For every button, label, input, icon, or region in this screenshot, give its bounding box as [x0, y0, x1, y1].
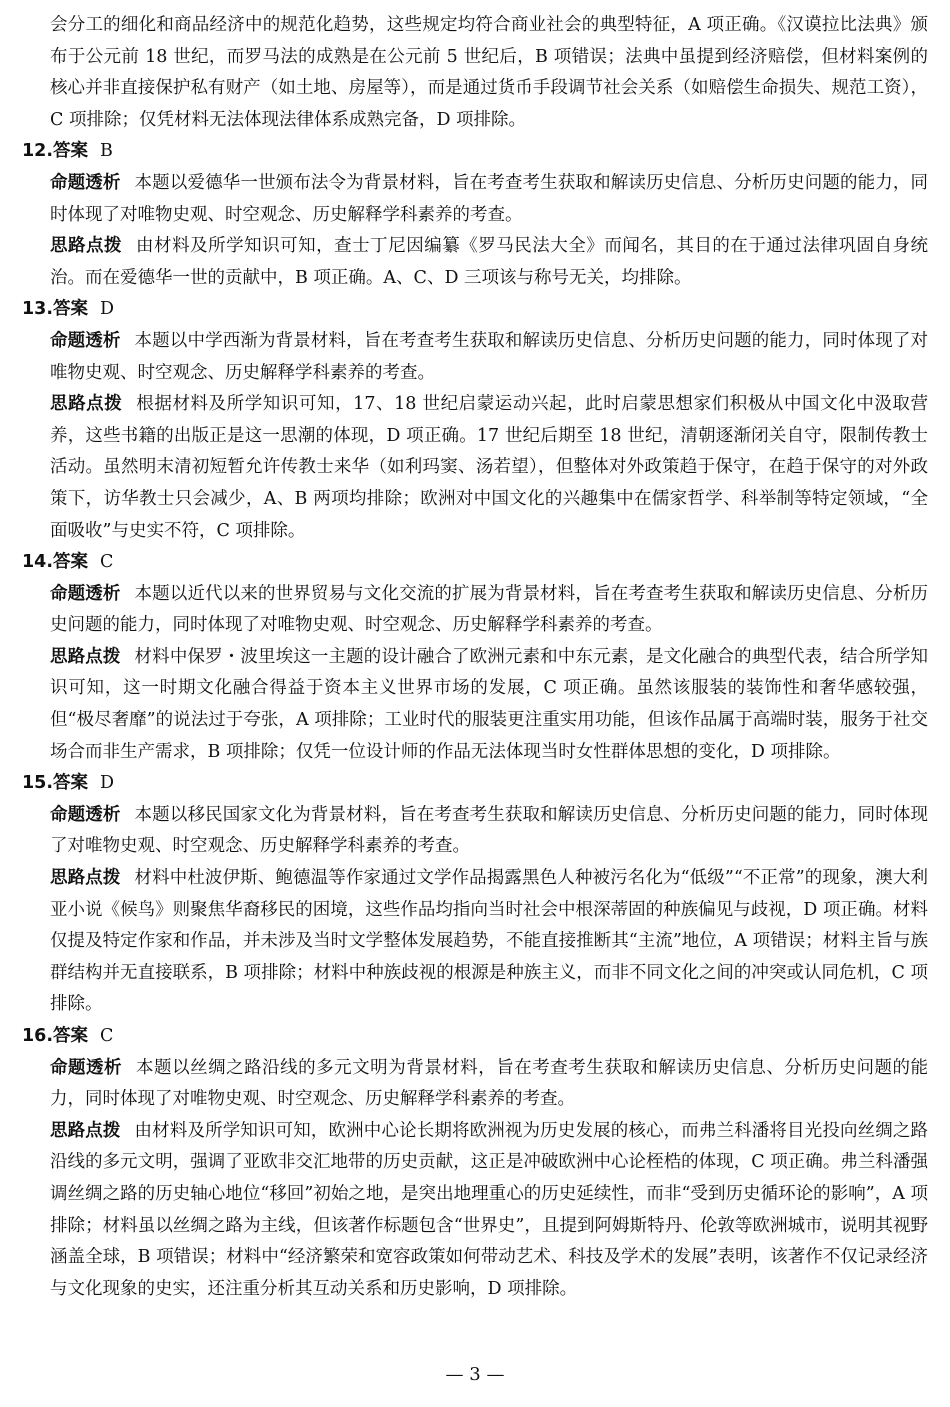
reasoning-label: 思路点拨 [50, 646, 121, 667]
reasoning-label: 思路点拨 [50, 394, 123, 415]
question-header [22, 768, 928, 800]
continued-paragraph: 会分工的细化和商品经济中的规范化趋势，这些规定均符合商业社会的典型特征，A 项正确。《汉谟拉比法典》颁布于公元前 18 世纪，而罗马法的成熟是在公元前 5 世纪后，B 项错误；法典中虽提到经济赔偿，但材料案例的核心并非直接保护私有财产（如土地、房屋等），而是通过货币手段调节社会关系（如赔偿生命损失、规范工资），C 项排除；仅凭材料无法体现法律体系成熟完备，D 项排除。 [50, 15, 928, 130]
reasoning-text: 由材料及所学知识可知，查士丁尼因编纂《罗马民法大全》而闻名，其目的在于通过法律巩固自身统治。而在爱德华一世的贡献中，B 项正确。A、C、D 三项该与称号无关，均排除。 [50, 236, 929, 288]
reasoning-paragraph [50, 389, 928, 547]
answer-value: B [100, 141, 113, 162]
question-number: 15. [22, 773, 54, 794]
question-header [22, 547, 928, 579]
question-number: 12. [22, 141, 54, 162]
analysis-paragraph [50, 800, 928, 863]
analysis-text: 本题以近代以来的世界贸易与文化交流的扩展为背景材料，旨在考查考生获取和解读历史信息、分析历史问题的能力，同时体现了对唯物史观、时空观念、历史解释学科素养的考查。 [50, 583, 929, 636]
page-number: — 3 — [445, 1364, 505, 1385]
question-number: 16. [22, 1026, 54, 1046]
question-number: 13. [22, 299, 54, 320]
reasoning-label: 思路点拨 [50, 1120, 121, 1141]
analysis-paragraph [50, 168, 928, 231]
question-block-13 [22, 294, 929, 547]
answer-label: 答案 [53, 141, 89, 162]
analysis-paragraph [50, 326, 928, 389]
analysis-text: 本题以丝绸之路沿线的多元文明为背景材料，旨在考查考生获取和解读历史信息、分析历史问题的能力，同时体现了对唯物史观、时空观念、历史解释学科素养的考查。 [50, 1057, 929, 1110]
reasoning-label: 思路点拨 [50, 868, 121, 889]
answer-value: C [100, 552, 114, 573]
analysis-label: 命题透析 [50, 330, 121, 351]
analysis-label: 命题透析 [50, 172, 121, 193]
reasoning-label: 思路点拨 [50, 236, 123, 257]
analysis-label: 命题透析 [50, 804, 121, 825]
answer-label: 答案 [53, 299, 89, 320]
question-header [22, 136, 928, 168]
question-block-14 [22, 547, 929, 768]
answer-value: D [100, 773, 115, 794]
reasoning-paragraph [50, 863, 928, 1021]
analysis-paragraph [50, 1053, 928, 1116]
question-block-15 [22, 768, 929, 1021]
answer-label: 答案 [53, 552, 89, 573]
answer-value: D [100, 299, 115, 320]
answer-label: 答案 [53, 1026, 89, 1046]
question-block-16 [22, 1021, 929, 1305]
question-header [22, 294, 928, 326]
reasoning-text: 根据材料及所学知识可知，17、18 世纪启蒙运动兴起，此时启蒙思想家们积极从中国文化中汲取营养，这些书籍的出版正是这一思潮的体现，D 项正确。17 世纪后期至 18 世纪，清朝逐渐闭关自守，限制传教士活动。虽然明末清初短暂允许传教士来华（如利玛窦、汤若望），但整体对外政策趋于保守，在趋于保守的对外政策下，访华教士只会减少，A、B 两项均排除；欧洲对中国文化的兴趣集中在儒家哲学、科举制等特定领域，“全面吸收”与史实不符，C 项排除。 [50, 394, 928, 541]
answer-value: C [100, 1026, 114, 1046]
reasoning-text: 由材料及所学知识可知，欧洲中心论长期将欧洲视为历史发展的核心，而弗兰科潘将目光投向丝绸之路沿线的多元文明，强调了亚欧非交汇地带的历史贡献，这正是冲破欧洲中心论桎梏的体现，C 项正确。弗兰科潘强调丝绸之路的历史轴心地位“移回”初始之地，是突出地理重心的历史延续性，而非“受到历史循环论的影响”，A 项排除；材料虽以丝绸之路为主线，但该著作标题包含“世界史”，且提到阿姆斯特丹、伦敦等欧洲城市，说明其视野涵盖全球，B 项错误；材料中“经济繁荣和宽容政策如何带动艺术、科技及学术的发展”表明，该著作不仅记录经济与文化现象的史实，还注重分析其互动关系和历史影响，D 项排除。 [50, 1120, 929, 1299]
analysis-label: 命题透析 [50, 1057, 123, 1078]
answer-label: 答案 [53, 773, 89, 794]
analysis-text: 本题以移民国家文化为背景材料，旨在考查考生获取和解读历史信息、分析历史问题的能力，同时体现了对唯物史观、时空观念、历史解释学科素养的考查。 [50, 804, 929, 857]
analysis-text: 本题以爱德华一世颁布法令为背景材料，旨在考查考生获取和解读历史信息、分析历史问题的能力，同时体现了对唯物史观、时空观念、历史解释学科素养的考查。 [50, 172, 929, 225]
analysis-label: 命题透析 [50, 583, 121, 604]
reasoning-text: 材料中保罗・波里埃这一主题的设计融合了欧洲元素和中东元素，是文化融合的典型代表，结合所学知识可知，这一时期文化融合得益于资本主义世界市场的发展，C 项正确。虽然该服装的装饰性和奢华感较强，但“极尽奢靡”的说法过于夸张，A 项排除；工业时代的服装更注重实用功能，但该作品属于高端时装，服务于社交场合而非生产需求，B 项排除；仅凭一位设计师的作品无法体现当时女性群体思想的变化，D 项排除。 [50, 646, 929, 762]
reasoning-paragraph [50, 642, 928, 768]
reasoning-text: 材料中杜波伊斯、鲍德温等作家通过文学作品揭露黑色人种被污名化为“低级”“不正常”的现象，澳大利亚小说《候鸟》则聚焦华裔移民的困境，这些作品均指向当时社会中根深蒂固的种族偏见与歧视，D 项正确。材料仅提及特定作家和作品，并未涉及当时文学整体发展趋势，不能直接推断其“主流”地位，A 项错误；材料主旨与族群结构并无直接联系，B 项排除；材料中种族歧视的根源是种族主义，而非不同文化之间的冲突或认同危机，C 项排除。 [50, 868, 928, 1015]
question-header [22, 1021, 928, 1053]
reasoning-paragraph [50, 231, 928, 294]
question-block-12 [22, 136, 929, 294]
reasoning-paragraph [50, 1116, 928, 1306]
question-number: 14. [22, 552, 54, 573]
analysis-text: 本题以中学西渐为背景材料，旨在考查考生获取和解读历史信息、分析历史问题的能力，同时体现了对唯物史观、时空观念、历史解释学科素养的考查。 [50, 330, 929, 383]
analysis-paragraph [50, 579, 928, 642]
